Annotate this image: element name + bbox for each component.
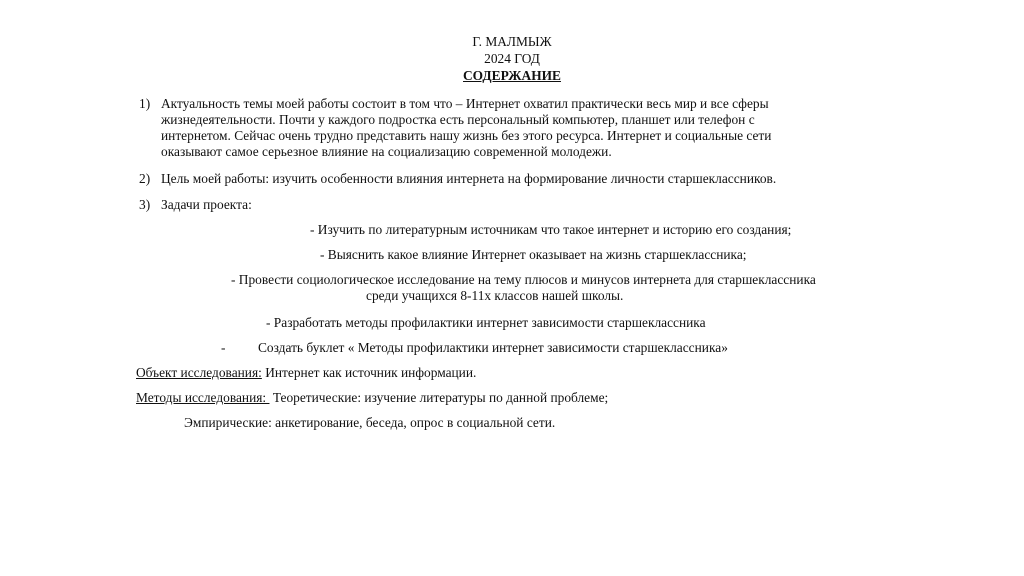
booklet-text: Создать буклет « Методы профилактики интернет зависимости старшеклассника»	[258, 340, 728, 355]
list-item-line: интернетом. Сейчас очень трудно представить нашу жизнь без этого ресурса. Интернет и социальные сети	[161, 128, 772, 143]
year-heading: 2024 ГОД	[484, 51, 540, 66]
object-label: Объект исследования:	[136, 365, 262, 380]
object-text: Интернет как источник информации.	[261, 365, 477, 380]
city-heading: Г. МАЛМЫЖ	[472, 34, 552, 49]
task-line: - Разработать методы профилактики интернет зависимости старшеклассника	[266, 315, 706, 330]
page-title: СОДЕРЖАНИЕ	[463, 68, 561, 83]
list-item-line: жизнедеятельности. Почти у каждого подростка есть персональный компьютер, планшет или телефон с	[161, 112, 755, 127]
booklet-bullet: -	[221, 340, 226, 355]
list-item-number: 3)	[139, 197, 151, 212]
task-line: среди учащихся 8-11х классов нашей школы.	[366, 288, 624, 303]
list-item-line: Задачи проекта:	[161, 197, 252, 212]
methods-label: Методы исследования:	[136, 390, 270, 405]
list-item-number: 1)	[139, 96, 151, 111]
list-item-line: оказывают самое серьезное влияние на социализацию современной молодежи.	[161, 144, 612, 159]
list-item-line: Цель моей работы: изучить особенности влияния интернета на формирование личности старшеклассников.	[161, 171, 777, 186]
list-item-line: Актуальность темы моей работы состоит в том что – Интернет охватил практически весь мир и все сферы	[161, 96, 769, 111]
methods-text: Теоретические: изучение литературы по данной проблеме;	[269, 390, 609, 405]
object-line	[136, 365, 476, 381]
task-line: - Выяснить какое влияние Интернет оказывает на жизнь старшеклассника;	[320, 247, 747, 262]
task-line: - Провести социологическое исследование на тему плюсов и минусов интернета для старшеклассника	[231, 272, 816, 287]
methods-line	[136, 390, 608, 406]
task-line: - Изучить по литературным источникам что такое интернет и историю его создания;	[310, 222, 792, 237]
methods-empirical: Эмпирические: анкетирование, беседа, опрос в социальной сети.	[184, 415, 556, 430]
list-item-number: 2)	[139, 171, 151, 186]
